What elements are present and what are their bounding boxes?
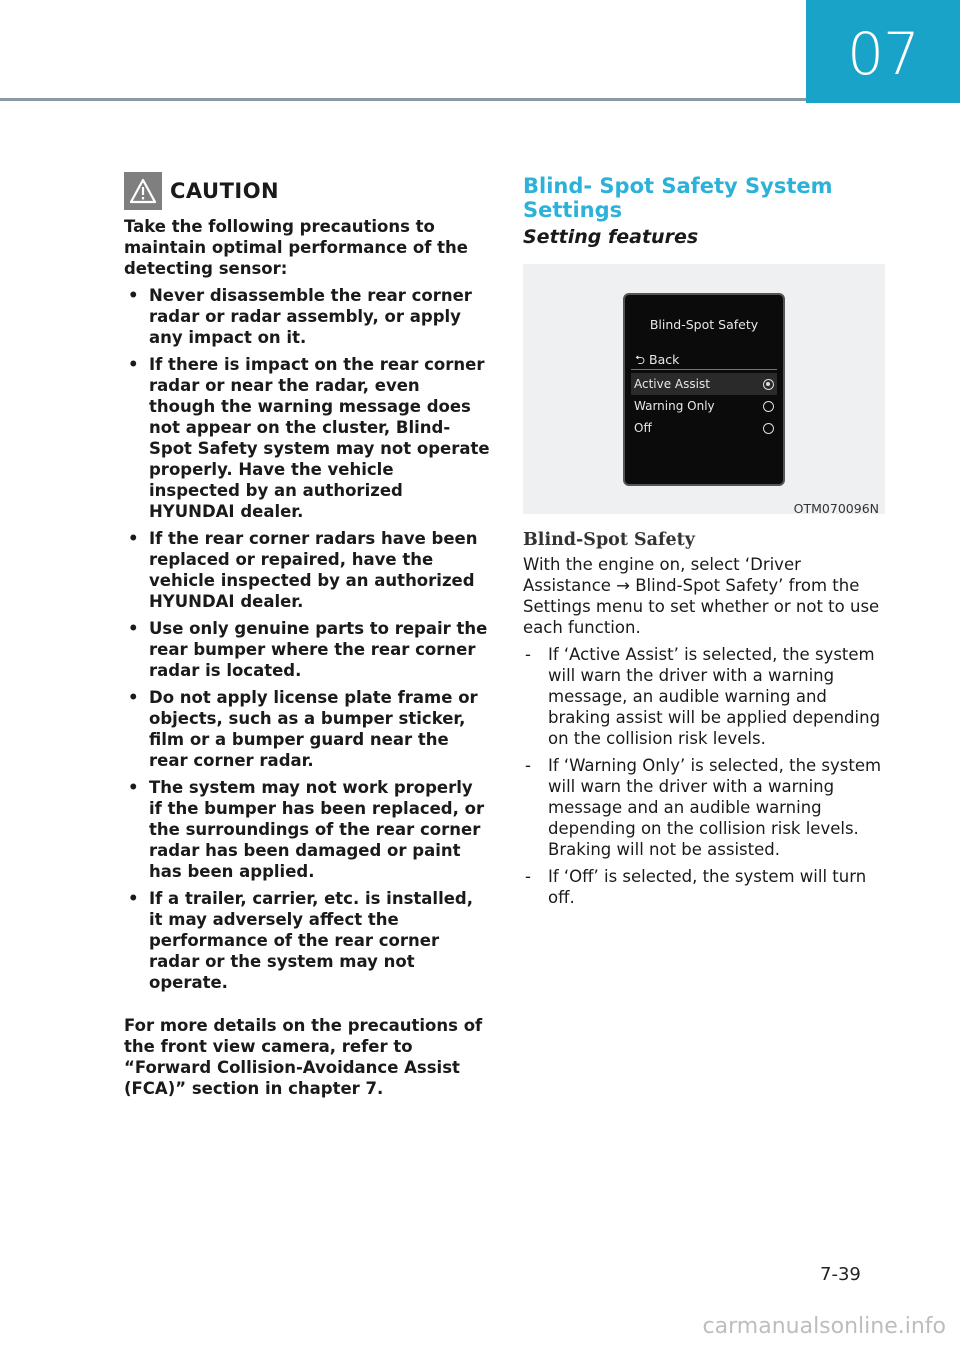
option-off xyxy=(631,417,777,439)
list-item: • The system may not work properly if the bumper has been replaced, or the surroundings of the rear corner radar has been damaged or paint has been applied. xyxy=(124,777,490,882)
list-item: • Use only genuine parts to repair the rear bumper where the rear corner radar is located. xyxy=(124,618,490,681)
caution-list xyxy=(124,285,490,993)
body-text: With the engine on, select ‘Driver Assistance → Blind-Spot Safety’ from the Settings menu to set whether or not to use each function. xyxy=(523,555,880,637)
option-label: Warning Only xyxy=(634,399,715,413)
option-description-list xyxy=(523,644,889,908)
list-item: - If ‘Active Assist’ is selected, the system will warn the driver with a warning message, an audible warning and braking assist will be applied depending on the collision risk levels. xyxy=(523,644,889,749)
warning-triangle-icon xyxy=(124,172,162,210)
caution-header xyxy=(124,172,490,210)
caution-label: CAUTION xyxy=(170,179,280,203)
option-active-assist xyxy=(631,373,777,395)
screen-title: Blind-Spot Safety xyxy=(649,317,759,332)
section-title: Blind- Spot Safety System Settings xyxy=(523,174,833,222)
right-column xyxy=(523,172,889,914)
back-label: Back xyxy=(649,352,680,367)
watermark: carmanualsonline.info xyxy=(702,1314,946,1339)
caution-intro: Take the following precautions to maintain optimal performance of the detecting sensor: xyxy=(124,217,468,278)
option-warning-only xyxy=(631,395,777,417)
caution-note: For more details on the precautions of the front view camera, refer to “Forward Collision-Avoidance Assist (FCA)” section in chapter 7. xyxy=(124,1016,483,1098)
list-item: - If ‘Off’ is selected, the system will turn off. xyxy=(523,866,889,908)
figure-code: OTM070096N xyxy=(793,501,879,516)
radio-selected-icon xyxy=(763,379,774,390)
list-item: - If ‘Warning Only’ is selected, the system will warn the driver with a warning message and an audible warning depending on the collision risk levels. Braking will not be assisted. xyxy=(523,755,889,860)
radio-empty-icon xyxy=(763,423,774,434)
cluster-screen xyxy=(623,293,785,486)
list-item: • Do not apply license plate frame or objects, such as a bumper sticker, film or a bumper guard near the rear corner radar. xyxy=(124,687,490,771)
section-subtitle: Setting features xyxy=(523,226,699,248)
list-item: • If there is impact on the rear corner radar or near the radar, even though the warning message does not appear on the cluster, Blind-Spot Safety system may not operate properly. Have the vehicle inspected by an authorized HYUNDAI dealer. xyxy=(124,354,490,522)
screen-divider xyxy=(631,369,777,370)
option-label: Off xyxy=(634,421,652,435)
header-rule xyxy=(0,98,806,101)
settings-figure xyxy=(523,264,885,514)
item-heading: Blind-Spot Safety xyxy=(523,530,695,550)
back-arrow-icon: ⮌ xyxy=(635,352,646,367)
page-number: 7-39 xyxy=(820,1264,861,1285)
radio-empty-icon xyxy=(763,401,774,412)
option-label: Active Assist xyxy=(634,377,710,391)
chapter-tab: 07 xyxy=(806,0,960,103)
list-item: • If a trailer, carrier, etc. is installed, it may adversely affect the performance of the rear corner radar or the system may not operate. xyxy=(124,888,490,993)
left-column xyxy=(124,172,490,1116)
list-item: • If the rear corner radars have been replaced or repaired, have the vehicle inspected by an authorized HYUNDAI dealer. xyxy=(124,528,490,612)
list-item: • Never disassemble the rear corner radar or radar assembly, or apply any impact on it. xyxy=(124,285,490,348)
